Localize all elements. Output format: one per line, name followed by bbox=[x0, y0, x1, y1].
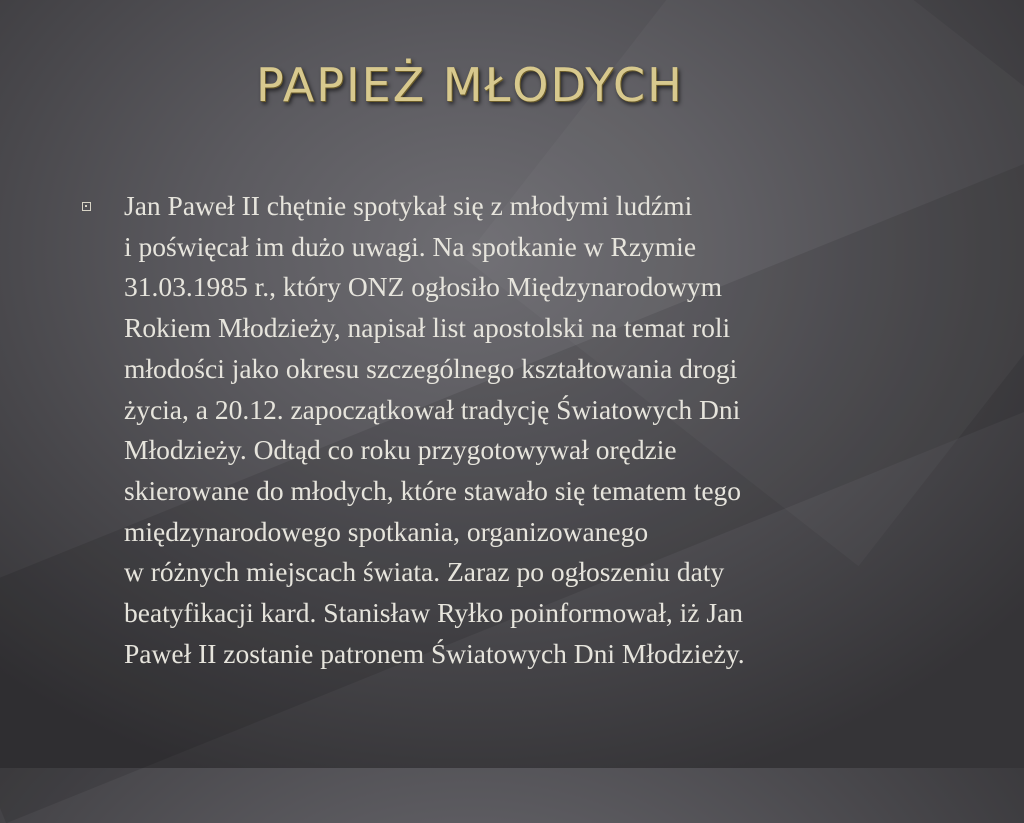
text-line: młodości jako okresu szczególnego kształtowania drogi bbox=[124, 352, 738, 384]
text-line: skierowane do młodych, które stawało się tematem tego bbox=[124, 474, 742, 506]
bullet-text bbox=[124, 186, 994, 674]
slide-title: PAPIEŻ MŁODYCH bbox=[256, 58, 684, 112]
text-line: międzynarodowego spotkania, organizowanego bbox=[124, 515, 649, 547]
text-line: Młodzieży. Odtąd co roku przygotowywał orędzie bbox=[124, 434, 677, 466]
square-bullet-icon bbox=[82, 202, 91, 211]
bullet-item bbox=[74, 186, 994, 674]
text-line: życia, a 20.12. zapoczątkował tradycję Światowych Dni bbox=[124, 393, 741, 425]
text-line: Jan Paweł II chętnie spotykał się z młodymi ludźmi bbox=[124, 190, 693, 221]
text-line: 31.03.1985 r., który ONZ ogłosiło Międzynarodowym bbox=[124, 271, 723, 303]
text-line: i poświęcał im dużo uwagi. Na spotkanie w Rzymie bbox=[124, 230, 697, 262]
text-line: w różnych miejscach świata. Zaraz po ogłoszeniu daty bbox=[124, 556, 725, 588]
text-line: beatyfikacji kard. Stanisław Ryłko poinformował, iż Jan bbox=[124, 597, 744, 629]
slide-content bbox=[74, 186, 994, 674]
text-line: Paweł II zostanie patronem Światowych Dni Młodzieży. bbox=[124, 637, 745, 669]
text-line: Rokiem Młodzieży, napisał list apostolski na temat roli bbox=[124, 312, 731, 344]
